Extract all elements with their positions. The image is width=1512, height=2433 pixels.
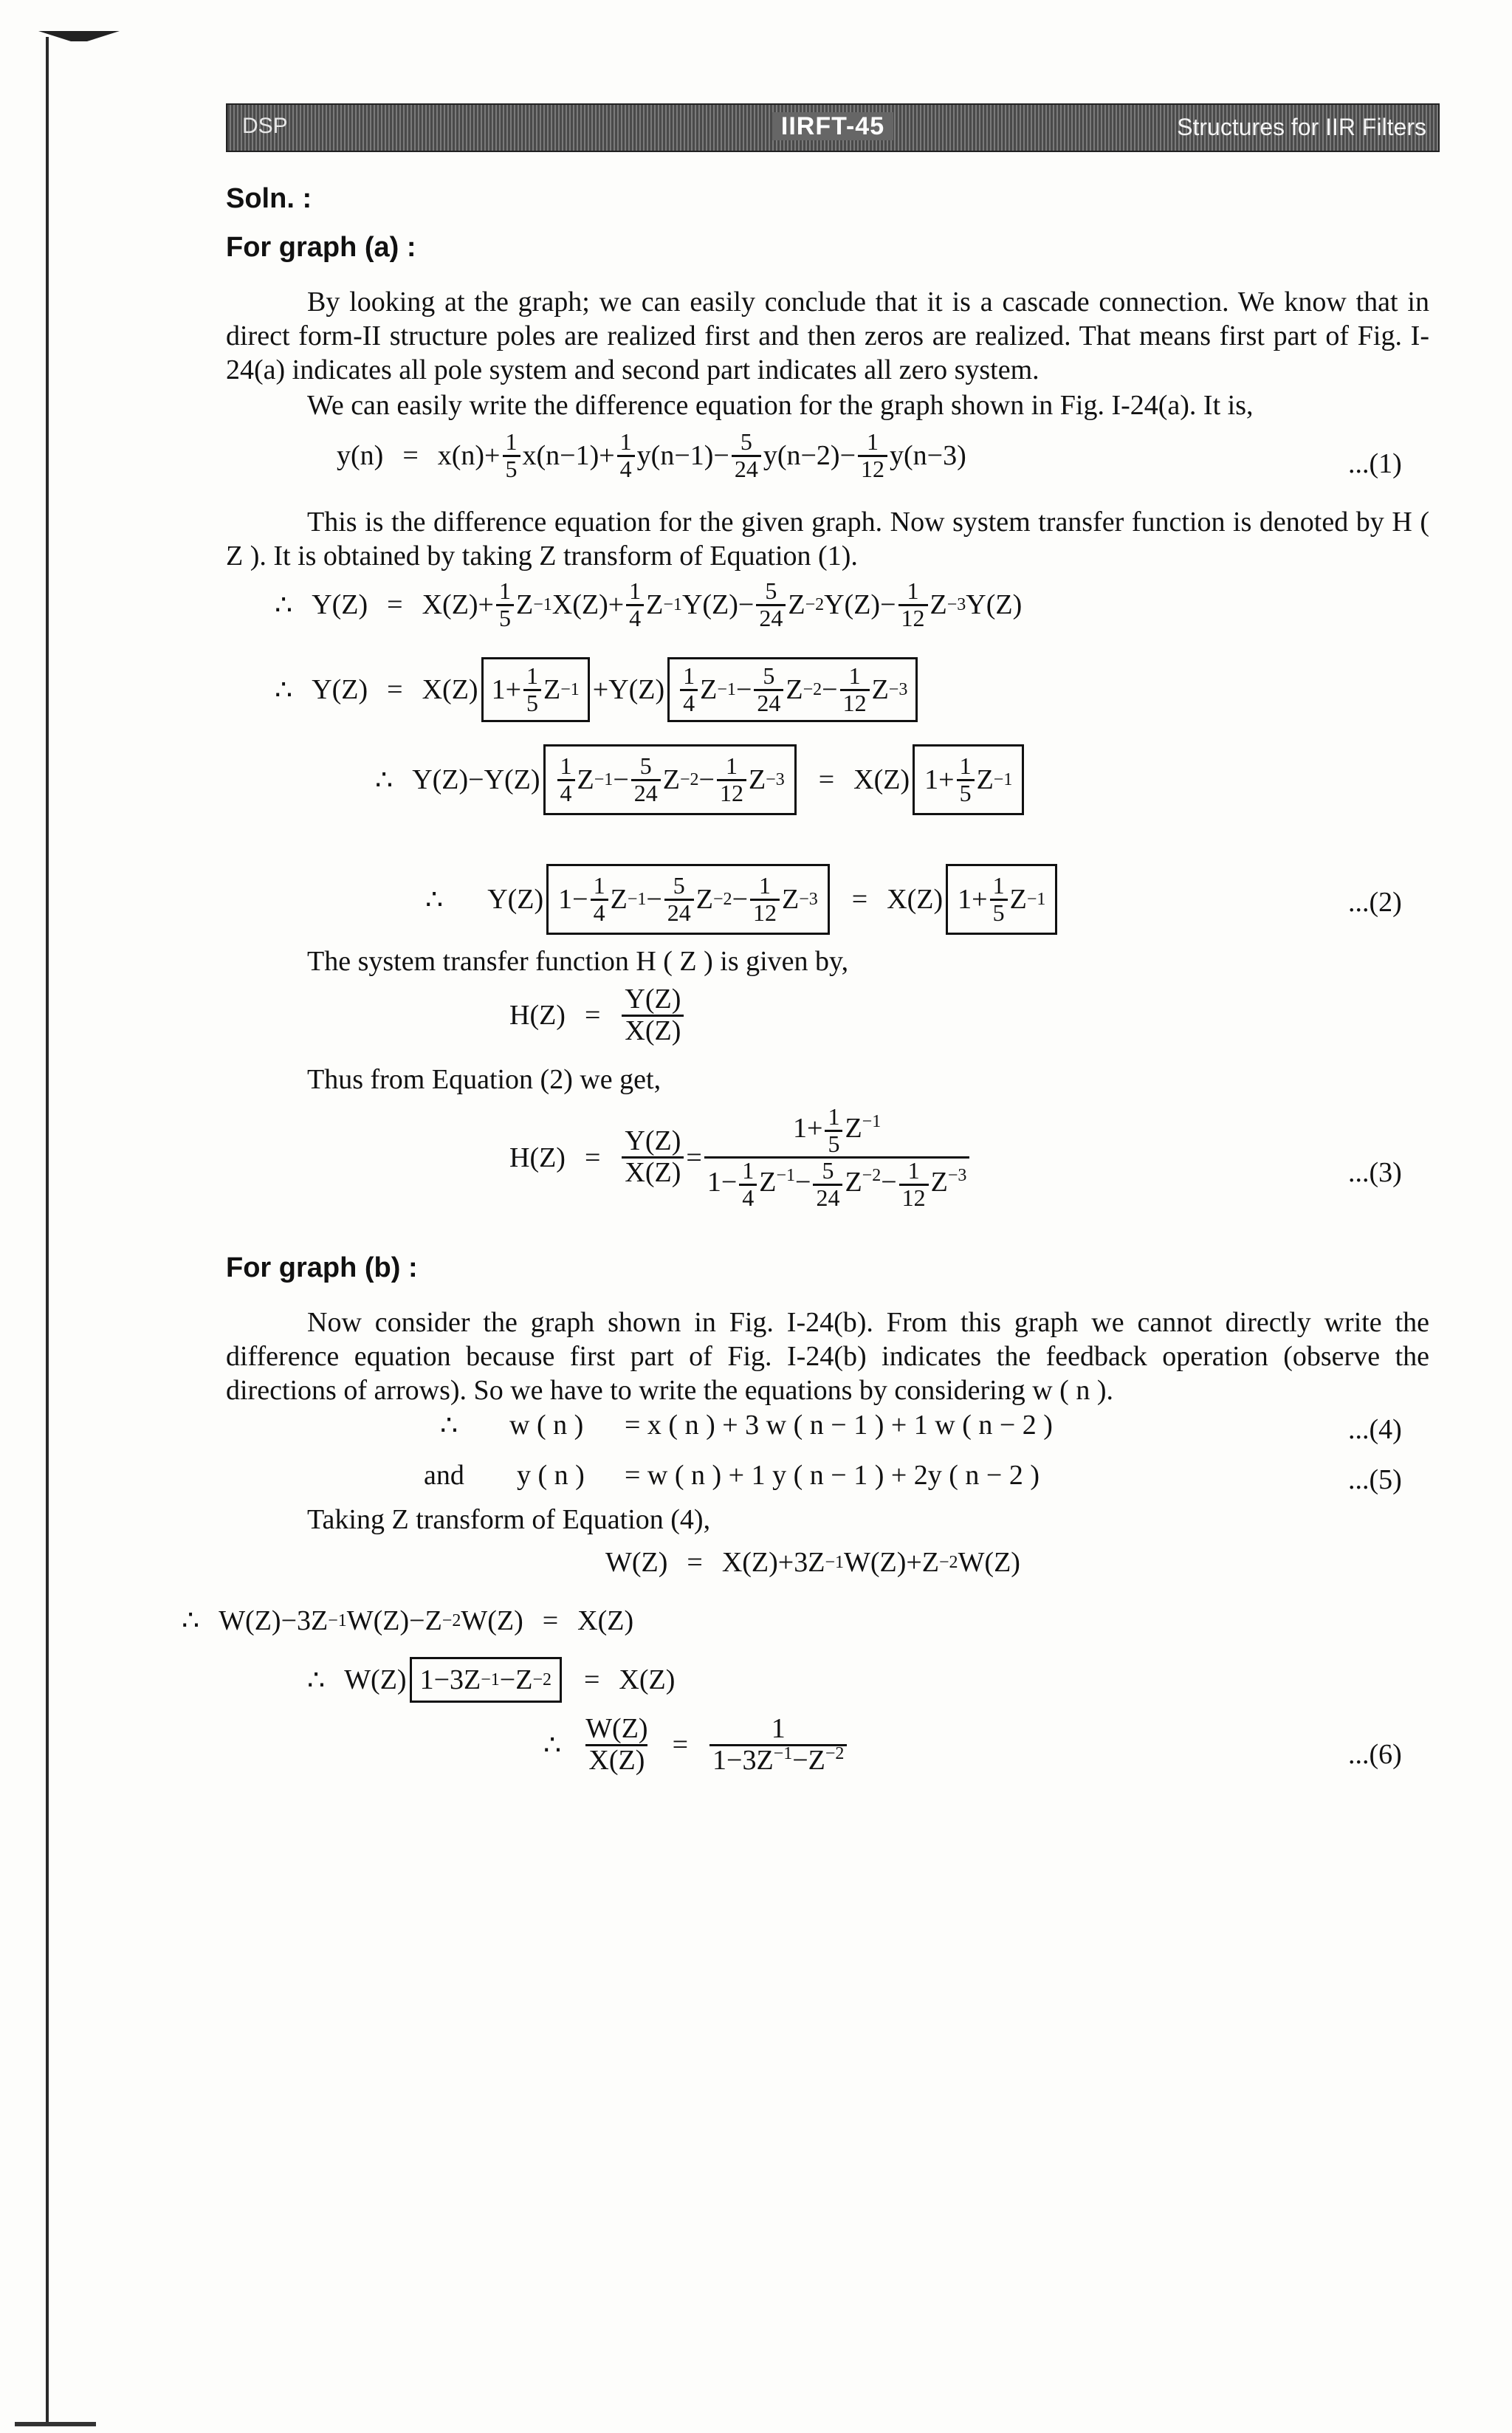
equation-wz-1: W(Z) = X(Z)+3Z −1 W(Z)+Z −2 W(Z) [605,1547,1020,1578]
binding-mark-top [38,31,120,41]
equation-6: ∴ $\frac{W(Z)}{X(Z)}$ = $\frac{1}{1-3Z^{-1}-Z^{-2}}$ [543,1715,849,1776]
equation-2: ∴ Y(Z) 1− $\frac{1}{4}$ Z −1 − $\frac{5}{24}$ Z −2 − $\frac{1}{12}$ Z −3 = X(Z) 1+ $\frac{1}{5}$ Z −1 [425,864,1060,935]
paragraph-graph-b: Now consider the graph shown in Fig. I-24(b). From this graph we cannot directly write the difference equation because first part of Fig. I-24(b) indicates the feedback operation (observe the directions of arrows). So we have to write the equations by considering w ( n ). [226,1307,1429,1406]
equation-hz-definition: H(Z) = $\frac{Y(Z)}{X(Z)}$ [509,985,686,1046]
equation-4-rhs: = x ( n ) + 3 w ( n − 1 ) + 1 w ( n − 2 ) [625,1410,1053,1441]
equation-3-label: ...(3) [1348,1157,1402,1188]
equation-1: y(n) = x(n)+ $\frac{1}{5}$ x(n−1)+ $\frac{1}{4}$ y(n−1)− $\frac{5}{24}$ y(n−2)− $\frac{1}{12}$ y(n−3) [337,428,966,482]
graph-a-heading: For graph (a) : [226,232,416,263]
header-left: DSP [242,114,288,138]
paragraph-z-transform-eq4: Taking Z transform of Equation (4), [307,1504,711,1535]
equation-5-rhs: = w ( n ) + 1 y ( n − 1 ) + 2y ( n − 2 ) [625,1460,1040,1491]
paragraph-difference-intro: We can easily write the difference equation for the graph shown in Fig. I-24(a). It is, [307,390,1254,421]
soln-heading: Soln. : [226,183,312,214]
equation-4-therefore: ∴ [440,1410,458,1441]
equation-5-lhs: y ( n ) [517,1460,585,1491]
page-header [226,103,1440,152]
equation-5-and: and [424,1460,464,1491]
header-chapter-title: Structures for IIR Filters [1177,114,1426,140]
equation-3: H(Z) = $\frac{Y(Z)}{X(Z)}$ = 1+ $\frac{1}{5}$ $Z^{-1}$ 1− $\frac{1}{4}$ $Z^{-1}-$ $\frac{5}{24}$ $Z^{-2}-$ $\frac{1}{12}$ $Z^{-3}$ [509,1105,972,1210]
equation-6-label: ...(6) [1348,1739,1402,1770]
equation-5-label: ...(5) [1348,1464,1402,1495]
equation-4-lhs: w ( n ) [509,1410,584,1441]
equation-z-transform-2: ∴ Y(Z) = X(Z) 1+ $\frac{1}{5}$ Z −1 +Y(Z) $\frac{1}{4}$ Z −1 − $\frac{5}{24}$ Z −2 − $\frac{1}{12}$ Z −3 [275,657,921,722]
equation-z-transform-1: ∴ Y(Z) = X(Z)+ $\frac{1}{5}$ Z −1 X(Z)+ $\frac{1}{4}$ Z −1 Y(Z)− $\frac{5}{24}$ Z −2 Y(Z)− $\frac{1}{12}$ Z −3 Y(Z) [275,577,1023,631]
header-page-number: IIRFT-45 [227,112,1438,141]
paragraph-transfer-intro: This is the difference equation for the given graph. Now system transfer function is denoted by H ( Z ). It is obtained by taking Z transform of Equation (1). [226,507,1429,572]
paragraph-intro: By looking at the graph; we can easily conclude that it is a cascade connection. We know that in direct form-II structure poles are realized first and then zeros are realized. That means first part of Fig. I-24(a) indicates all pole system and second part indicates all zero system. [226,286,1429,385]
paragraph-from-eq2: Thus from Equation (2) we get, [307,1064,662,1095]
equation-wz-2: ∴ W(Z)−3Z −1 W(Z)−Z −2 W(Z) = X(Z) [182,1605,634,1636]
binding-mark-bottom [15,2422,96,2426]
equation-2-label: ...(2) [1348,887,1402,918]
equation-wz-3: ∴ W(Z) 1−3Z −1 −Z −2 = X(Z) [307,1657,675,1703]
paragraph-system-transfer: The system transfer function H ( Z ) is given by, [307,946,849,977]
equation-4-label: ...(4) [1348,1414,1402,1445]
equation-1-label: ...(1) [1348,448,1402,479]
equation-z-transform-3: ∴ Y(Z)−Y(Z) $\frac{1}{4}$ Z −1 − $\frac{5}{24}$ Z −2 − $\frac{1}{12}$ Z −3 = X(Z) 1+ $\frac{1}{5}$ Z −1 [375,744,1027,815]
graph-b-heading: For graph (b) : [226,1252,418,1283]
binding-spine [46,37,49,2422]
